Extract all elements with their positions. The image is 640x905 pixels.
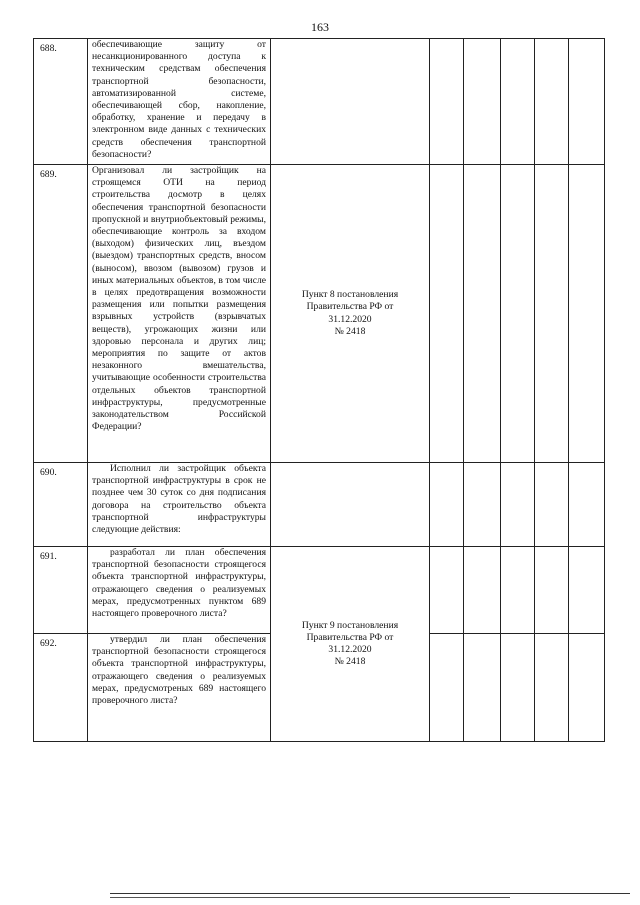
row-number: 688. <box>34 39 88 165</box>
reference-line: № 2418 <box>334 325 366 337</box>
question-text-body: Исполнил ли застройщик объекта транспортной инфраструктуры в срок не позднее чем 30 суток со дня подписания договора на строительство объекта транспортной инфраструктуры следующие действия: <box>92 463 266 536</box>
answer-no-cell <box>464 463 501 547</box>
answer-extra-cell <box>535 165 569 463</box>
answer-na-cell <box>501 39 535 165</box>
reference-line: № 2418 <box>334 656 366 668</box>
question-text <box>88 634 271 742</box>
answer-yes-cell <box>430 463 464 547</box>
page-number: 163 <box>311 20 329 34</box>
answer-yes-cell <box>430 39 464 165</box>
answer-no-cell <box>464 547 501 634</box>
question-text <box>88 547 271 634</box>
reference-line: Правительства РФ от <box>306 301 394 313</box>
question-text: Организовал ли застройщик на строящемся ОТИ на период строительства досмотр в целях обеспечения транспортной безопасности пропускной и внутриобъектовый режимы, обеспечивающие контроль за входом (выходом) физических лиц, въездом (выездом) транспортных средств, вносом (выносом), ввозом (вывозом) грузов и иных материальных объектов, в том числе в целях предотвращения возможности размещения или попытки размещения взрывных устройств (взрывчатых веществ), угрожающих жизни или здоровью персонала и других лиц; мероприятия по защите от актов незаконного вмешательства, учитывающие особенности строительства отдельных объектов транспортной инфраструктуры, предусмотренные законодательством Российской Федерации? <box>88 165 271 463</box>
answer-yes-cell <box>430 634 464 742</box>
question-text-body: утвердил ли план обеспечения транспортной безопасности строящегося объекта транспортной инфраструктуры, отражающего сведения о реализуемых мерах, предусмотреных 689 настоящего проверочного листа? <box>92 634 266 707</box>
comment-cell <box>569 634 605 742</box>
answer-yes-cell <box>430 547 464 634</box>
answer-na-cell <box>501 634 535 742</box>
reference-cell <box>271 165 430 463</box>
comment-cell <box>569 165 605 463</box>
reference-cell <box>271 39 430 165</box>
comment-cell <box>569 39 605 165</box>
row-number: 692. <box>34 634 88 742</box>
table-row-689 <box>34 165 605 463</box>
answer-na-cell <box>501 165 535 463</box>
reference-line: 31.12.2020 <box>328 644 372 655</box>
reference-line: Правительства РФ от <box>306 631 394 643</box>
row-number: 691. <box>34 547 88 634</box>
table-row-688 <box>34 39 605 165</box>
comment-cell <box>569 463 605 547</box>
scan-edge-line <box>110 893 630 894</box>
question-text <box>88 463 271 547</box>
answer-na-cell <box>501 463 535 547</box>
checklist-table <box>33 38 605 742</box>
answer-extra-cell <box>535 463 569 547</box>
answer-na-cell <box>501 547 535 634</box>
row-number: 690. <box>34 463 88 547</box>
question-text: обеспечивающие защиту от несанкционированного доступа к техническим средствам обеспечения транспортной безопасности, автоматизированной системе, обеспечивающей сбор, накопление, обработку, хранение и передачу в электронном виде данных с технических средств обеспечения транспортной безопасности? <box>88 39 271 165</box>
question-text-body: разработал ли план обеспечения транспортной безопасности строящегося объекта транспортной инфраструктуры, отражающего сведения о реализуемых мерах, предусмотренных пунктом 689 настоящего проверочного листа? <box>92 547 266 620</box>
scan-edge-line <box>110 897 510 898</box>
answer-no-cell <box>464 634 501 742</box>
answer-yes-cell <box>430 165 464 463</box>
reference-cell <box>271 547 430 742</box>
reference-line: Пункт 8 постановления <box>301 289 399 301</box>
reference-line: Пункт 9 постановления <box>301 619 399 631</box>
reference-cell <box>271 463 430 547</box>
answer-extra-cell <box>535 634 569 742</box>
answer-no-cell <box>464 39 501 165</box>
table-row-690 <box>34 463 605 547</box>
reference-line: 31.12.2020 <box>328 313 372 325</box>
answer-no-cell <box>464 165 501 463</box>
answer-extra-cell <box>535 547 569 634</box>
comment-cell <box>569 547 605 634</box>
row-number: 689. <box>34 165 88 463</box>
answer-extra-cell <box>535 39 569 165</box>
table-row-691 <box>34 547 605 634</box>
